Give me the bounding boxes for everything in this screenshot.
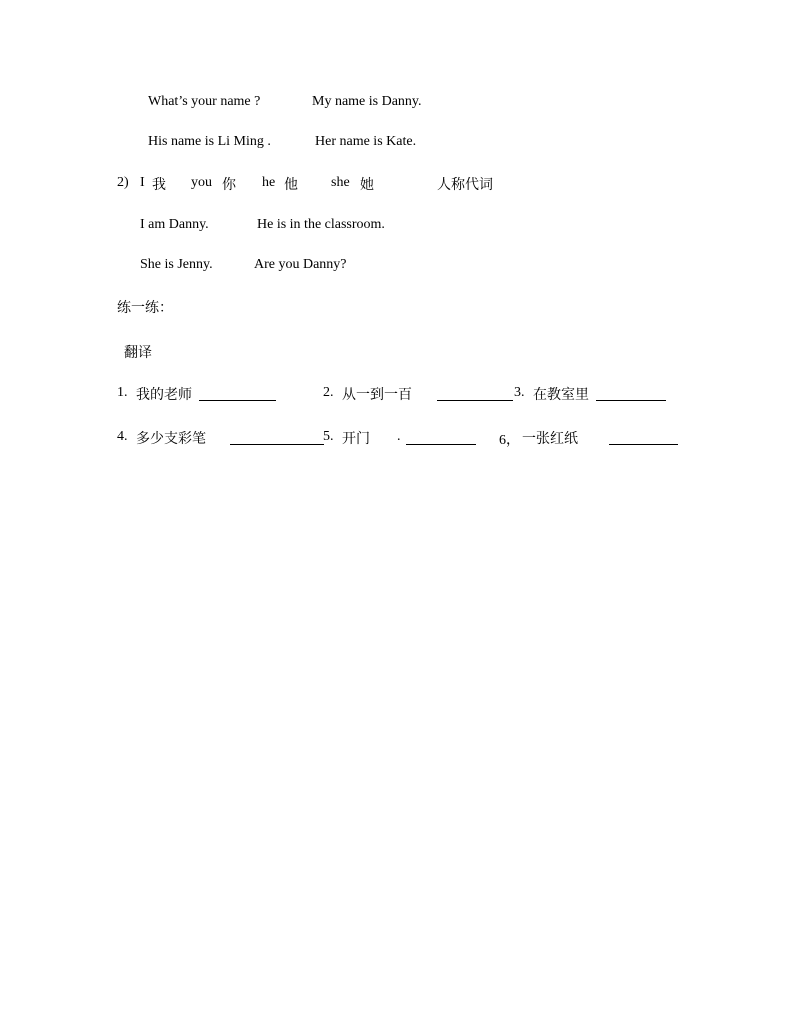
sentence-i-am-danny: I am Danny. <box>140 217 209 232</box>
section-number: 2) <box>117 175 129 190</box>
item-6-number: 6， <box>499 433 520 448</box>
item-5-number: 5. <box>323 429 334 444</box>
item-3-number: 3. <box>514 385 525 400</box>
example-question: What’s your name ? <box>148 94 261 109</box>
pronoun-zh-wo: 我 <box>152 177 166 193</box>
practice-subheading: 翻译 <box>124 345 152 361</box>
item-5-answer-blank[interactable] <box>406 430 476 445</box>
pronoun-zh-ta-he: 他 <box>284 177 298 193</box>
item-5-text: 开门 <box>342 431 370 447</box>
item-5-dot: . <box>397 429 401 444</box>
item-4-text: 多少支彩笔 <box>136 431 206 447</box>
item-6-answer-blank[interactable] <box>609 430 678 445</box>
item-4-answer-blank[interactable] <box>230 430 324 445</box>
item-2-number: 2. <box>323 385 334 400</box>
item-6-text: 一张红纸 <box>522 431 578 447</box>
pronoun-en-he: he <box>262 175 276 190</box>
item-1-text: 我的老师 <box>136 387 192 403</box>
pronoun-label: 人称代词 <box>437 177 493 193</box>
sentence-she-jenny: She is Jenny. <box>140 257 213 272</box>
item-1-answer-blank[interactable] <box>199 386 276 401</box>
pronoun-en-you: you <box>191 175 212 190</box>
item-3-text: 在教室里 <box>533 387 589 403</box>
pronoun-en-she: she <box>331 175 350 190</box>
sentence-are-you-danny: Are you Danny? <box>254 257 347 272</box>
item-4-number: 4. <box>117 429 128 444</box>
item-2-answer-blank[interactable] <box>437 386 513 401</box>
example-answer: My name is Danny. <box>312 94 422 109</box>
item-3-answer-blank[interactable] <box>596 386 666 401</box>
example-his-name: His name is Li Ming . <box>148 134 271 149</box>
sentence-he-classroom: He is in the classroom. <box>257 217 385 232</box>
example-her-name: Her name is Kate. <box>315 134 417 149</box>
item-2-text: 从一到一百 <box>342 387 412 403</box>
practice-heading: 练一练： <box>117 300 173 316</box>
pronoun-zh-ta-she: 她 <box>360 177 374 193</box>
pronoun-en-i: I <box>140 175 145 190</box>
pronoun-zh-ni: 你 <box>222 177 236 193</box>
item-1-number: 1. <box>117 385 128 400</box>
